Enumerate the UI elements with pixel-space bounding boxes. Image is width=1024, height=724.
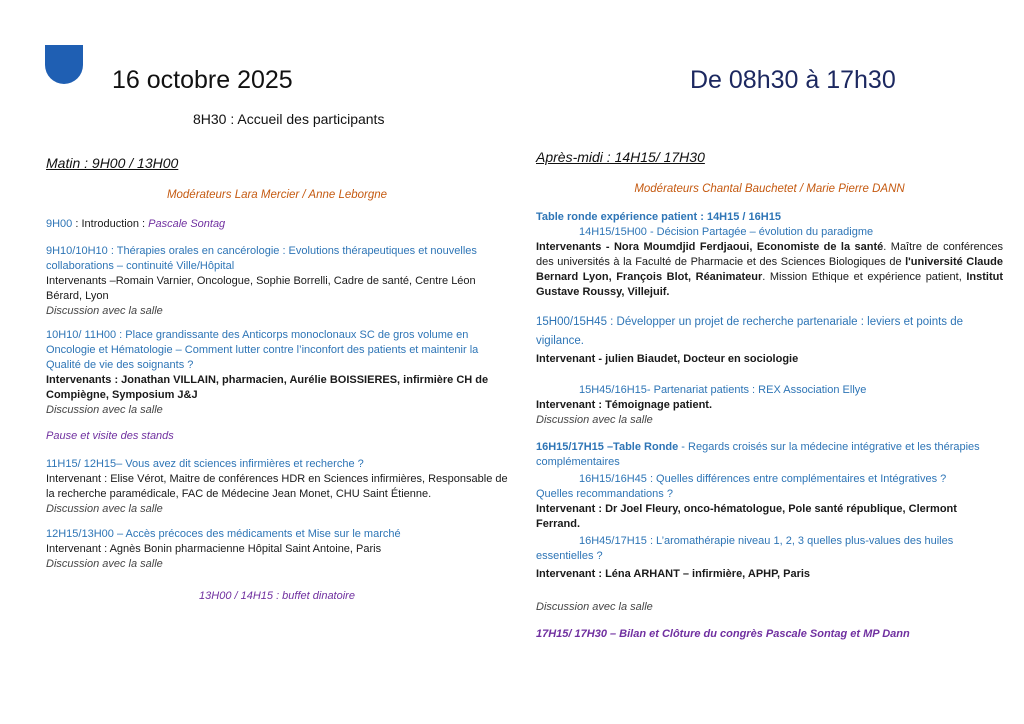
event-date: 16 octobre 2025 xyxy=(112,66,293,94)
talk-4 xyxy=(46,527,508,572)
rt2-sub-2b: essentielles ? xyxy=(536,550,603,562)
intro-line xyxy=(46,217,508,232)
r2-title: 15H00/15H45 : Développer un projet de recherche partenariale : leviers et points de vigilance. xyxy=(536,316,964,347)
r1-text-2: . Mission Ethique et expérience patient, xyxy=(762,271,967,283)
logo-drop-icon xyxy=(45,45,83,85)
intro-speaker: Pascale Sontag xyxy=(148,218,226,230)
closing-text: Bilan et Clôture du congrès Pascale Sontag et MP Dann xyxy=(616,628,910,640)
r3-speaker: Intervenant : Témoignage patient. xyxy=(536,399,713,411)
talk-3-speakers: Intervenant : Elise Vérot, Maitre de conférences HDR en Sciences infirmières, Responsable de la recherche paramédicale, FAC de Médecine Jean Monet, CHU Saint Étienne. xyxy=(46,473,508,500)
talk-2-discussion: Discussion avec la salle xyxy=(46,404,163,416)
pause-line: Pause et visite des stands xyxy=(46,430,174,442)
rt2-speaker-2: Intervenant : Léna ARHANT – infirmière, APHP, Paris xyxy=(536,568,811,580)
morning-column xyxy=(46,156,508,604)
rt2-sub-1b: Quelles recommandations ? xyxy=(536,488,673,500)
r1-bold-3: Institut Gustave Roussy, Villejuif. xyxy=(536,271,1004,298)
intro-text: : Introduction : xyxy=(72,218,149,230)
rt2-discussion: Discussion avec la salle xyxy=(536,601,653,613)
closing-line xyxy=(536,627,1003,642)
afternoon-column xyxy=(536,150,1003,642)
morning-moderators: Modérateurs Lara Mercier / Anne Leborgne xyxy=(166,189,388,201)
talk-2 xyxy=(46,328,508,418)
talk-1-title: 9H10/10H10 : Thérapies orales en cancérologie : Evolutions thérapeutiques et nouvelles collaborations – continuité Ville/Hôpital xyxy=(46,245,477,272)
intro-time: 9H00 xyxy=(46,218,73,230)
r3-title: 15H45/16H15- Partenariat patients : REX Association Ellye xyxy=(579,384,867,396)
afternoon-moderators: Modérateurs Chantal Bauchetet / Marie Pierre DANN xyxy=(634,183,905,195)
rt2-sub-1: 16H15/16H45 : Quelles différences entre complémentaires et Intégratives ? xyxy=(579,473,947,485)
talk-4-speakers: Intervenant : Agnès Bonin pharmacienne Hôpital Saint Antoine, Paris xyxy=(46,543,382,555)
talk-1-discussion: Discussion avec la salle xyxy=(46,305,163,317)
r1-label: Intervenants - Nora Moumdjid Ferdjaoui, Economiste de la santé xyxy=(536,241,884,253)
lunch-line: 13H00 / 14H15 : buffet dinatoire xyxy=(199,590,355,602)
rt2-sub-2: 16H45/17H15 : L’aromathérapie niveau 1, 2, 3 quelles plus-values des huiles xyxy=(579,535,954,547)
talk-4-discussion: Discussion avec la salle xyxy=(46,558,163,570)
rt2-text: - Regards croisés sur la médecine intégrative et les thérapies complémentaires xyxy=(536,441,980,468)
roundtable-1-title: Table ronde expérience patient : 14H15 / 16H15 xyxy=(536,211,781,223)
r2-speaker: Intervenant - julien Biaudet, Docteur en sociologie xyxy=(536,353,799,365)
afternoon-title: Après-midi : 14H15/ 17H30 xyxy=(536,149,705,165)
event-hours: De 08h30 à 17h30 xyxy=(690,66,896,94)
talk-2-speakers: Intervenants : Jonathan VILLAIN, pharmacien, Aurélie BOISSIERES, infirmière CH de Compiègne, Symposium J&J xyxy=(46,374,489,401)
roundtable-1-speakers xyxy=(536,240,1003,300)
talk-1 xyxy=(46,244,508,319)
rt2-time: 16H15/17H15 –Table Ronde xyxy=(536,441,679,453)
talk-3-title: 11H15/ 12H15– Vous avez dit sciences infirmières et recherche ? xyxy=(46,458,364,470)
talk-4-title: 12H15/13H00 – Accès précoces des médicaments et Mise sur le marché xyxy=(46,528,401,540)
closing-time: 17H15/ 17H30 – xyxy=(536,628,617,640)
r1-text-1: . Maître de conférences des universités à la Faculté de Pharmacie et des Sciences Biologiques de xyxy=(536,241,1004,268)
r1-bold-2: l'université Claude Bernard Lyon, François Blot, Réanimateur xyxy=(536,256,1003,283)
talk-1-speakers: Intervenants –Romain Varnier, Oncologue, Sophie Borrelli, Cadre de santé, Centre Léon Bérard, Lyon xyxy=(46,275,476,302)
talk-3 xyxy=(46,457,508,517)
rt2-speaker-1: Intervenant : Dr Joel Fleury, onco-hématologue, Pole santé république, Clermont Ferrand. xyxy=(536,503,957,530)
roundtable-1-sub: 14H15/15H00 - Décision Partagée – évolution du paradigme xyxy=(579,226,874,238)
roundtable-2 xyxy=(536,440,1003,470)
welcome-line: 8H30 : Accueil des participants xyxy=(193,111,385,127)
r3-discussion: Discussion avec la salle xyxy=(536,414,653,426)
talk-3-discussion: Discussion avec la salle xyxy=(46,503,163,515)
talk-2-title: 10H10/ 11H00 : Place grandissante des Anticorps monoclonaux SC de gros volume en Oncologie et Hématologie – Comment lutter contre l’inconfort des patients et maintenir la Qualité de vie des soignants ? xyxy=(46,329,479,371)
morning-title: Matin : 9H00 / 13H00 xyxy=(46,155,179,171)
